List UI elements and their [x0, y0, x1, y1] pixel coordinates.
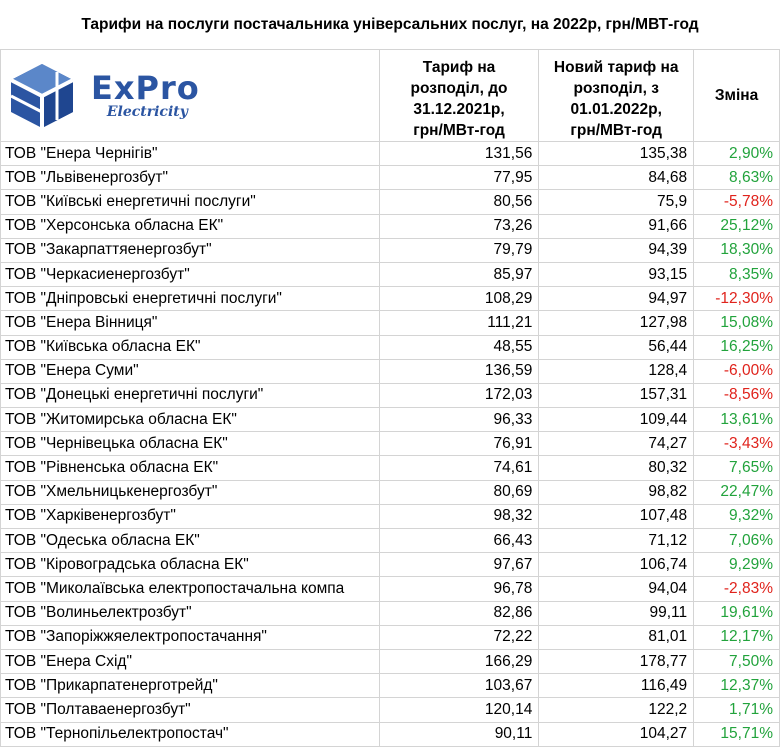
table-row [1, 166, 780, 190]
change-cell: -6,00% [694, 359, 780, 383]
company-name-cell: ТОВ "Полтаваенергозбут" [1, 698, 380, 722]
old-tariff-cell: 166,29 [379, 649, 539, 673]
old-tariff-cell: 172,03 [379, 383, 539, 407]
table-row [1, 480, 780, 504]
table-row [1, 722, 780, 746]
old-tariff-cell: 90,11 [379, 722, 539, 746]
company-name-cell: ТОВ "Тернопільелектропостач" [1, 722, 380, 746]
change-cell: 8,35% [694, 262, 780, 286]
new-tariff-cell: 80,32 [539, 456, 694, 480]
change-cell: -8,56% [694, 383, 780, 407]
change-cell: 19,61% [694, 601, 780, 625]
new-tariff-cell: 157,31 [539, 383, 694, 407]
brand-name: ExPro [91, 68, 200, 107]
new-tariff-cell: 99,11 [539, 601, 694, 625]
old-tariff-cell: 111,21 [379, 311, 539, 335]
change-cell: 22,47% [694, 480, 780, 504]
table-row [1, 408, 780, 432]
table-row [1, 359, 780, 383]
company-name-cell: ТОВ "Хмельницькенергозбут" [1, 480, 380, 504]
header-old-line1: Тариф на [422, 59, 496, 76]
table-row [1, 456, 780, 480]
old-tariff-cell: 97,67 [379, 553, 539, 577]
change-cell: 25,12% [694, 214, 780, 238]
old-tariff-cell: 85,97 [379, 262, 539, 286]
table-row [1, 625, 780, 649]
new-tariff-cell: 74,27 [539, 432, 694, 456]
change-cell: 9,29% [694, 553, 780, 577]
old-tariff-cell: 98,32 [379, 504, 539, 528]
change-cell: 12,37% [694, 674, 780, 698]
change-cell: 12,17% [694, 625, 780, 649]
new-tariff-cell: 127,98 [539, 311, 694, 335]
header-new-line1: Новий тариф на [553, 59, 679, 76]
company-logo [1, 50, 379, 141]
header-change-label: Зміна [714, 87, 759, 104]
table-row [1, 214, 780, 238]
change-cell: 7,06% [694, 529, 780, 553]
new-tariff-cell: 128,4 [539, 359, 694, 383]
change-cell: -2,83% [694, 577, 780, 601]
company-name-cell: ТОВ "Енера Чернігів" [1, 142, 380, 166]
header-new-tariff [539, 50, 694, 142]
old-tariff-cell: 66,43 [379, 529, 539, 553]
change-cell: 15,71% [694, 722, 780, 746]
brand [91, 68, 200, 120]
company-name-cell: ТОВ "Прикарпатенерготрейд" [1, 674, 380, 698]
old-tariff-cell: 79,79 [379, 238, 539, 262]
company-name-cell: ТОВ "Львівенергозбут" [1, 166, 380, 190]
header-old-tariff [379, 50, 539, 142]
company-name-cell: ТОВ "Кіровоградська обласна ЕК" [1, 553, 380, 577]
cube-logo-icon [7, 61, 77, 131]
page-title: Тарифи на послуги постачальника універсальних послуг, на 2022р, грн/МВТ-год [0, 0, 780, 50]
company-name-cell: ТОВ "Черкасиенергозбут" [1, 262, 380, 286]
table-row [1, 529, 780, 553]
change-cell: -12,30% [694, 287, 780, 311]
new-tariff-cell: 107,48 [539, 504, 694, 528]
table-row [1, 311, 780, 335]
header-change [694, 50, 780, 142]
header-new-line2: розподіл, з [573, 80, 659, 97]
new-tariff-cell: 91,66 [539, 214, 694, 238]
old-tariff-cell: 76,91 [379, 432, 539, 456]
new-tariff-cell: 122,2 [539, 698, 694, 722]
old-tariff-cell: 82,86 [379, 601, 539, 625]
table-row [1, 674, 780, 698]
old-tariff-cell: 103,67 [379, 674, 539, 698]
change-cell: 13,61% [694, 408, 780, 432]
new-tariff-cell: 93,15 [539, 262, 694, 286]
company-name-cell: ТОВ "Рівненська обласна ЕК" [1, 456, 380, 480]
header-old-line2: розподіл, до [410, 80, 508, 97]
table-row [1, 190, 780, 214]
company-name-cell: ТОВ "Чернівецька обласна ЕК" [1, 432, 380, 456]
header-new-line3: 01.01.2022р, [570, 101, 662, 118]
new-tariff-cell: 94,97 [539, 287, 694, 311]
table-row [1, 262, 780, 286]
logo-cell [1, 50, 380, 142]
old-tariff-cell: 108,29 [379, 287, 539, 311]
company-name-cell: ТОВ "Донецькі енергетичні послуги" [1, 383, 380, 407]
new-tariff-cell: 109,44 [539, 408, 694, 432]
change-cell: 18,30% [694, 238, 780, 262]
new-tariff-cell: 178,77 [539, 649, 694, 673]
new-tariff-cell: 71,12 [539, 529, 694, 553]
old-tariff-cell: 96,78 [379, 577, 539, 601]
new-tariff-cell: 106,74 [539, 553, 694, 577]
change-cell: 9,32% [694, 504, 780, 528]
header-new-line4: грн/МВт-год [570, 122, 663, 139]
table-row [1, 698, 780, 722]
table-row [1, 335, 780, 359]
new-tariff-cell: 104,27 [539, 722, 694, 746]
old-tariff-cell: 74,61 [379, 456, 539, 480]
new-tariff-cell: 94,04 [539, 577, 694, 601]
company-name-cell: ТОВ "Волиньелектрозбут" [1, 601, 380, 625]
table-row [1, 432, 780, 456]
company-name-cell: ТОВ "Запоріжжяелектропостачання" [1, 625, 380, 649]
change-cell: 7,65% [694, 456, 780, 480]
header-old-line3: 31.12.2021р, [413, 101, 505, 118]
new-tariff-cell: 116,49 [539, 674, 694, 698]
change-cell: 7,50% [694, 649, 780, 673]
table-body [1, 50, 780, 747]
old-tariff-cell: 96,33 [379, 408, 539, 432]
company-name-cell: ТОВ "Київська обласна ЕК" [1, 335, 380, 359]
header-row [1, 50, 780, 142]
company-name-cell: ТОВ "Енера Суми" [1, 359, 380, 383]
brand-subtitle: Electricity [106, 103, 188, 120]
old-tariff-cell: 72,22 [379, 625, 539, 649]
table-row [1, 577, 780, 601]
new-tariff-cell: 56,44 [539, 335, 694, 359]
company-name-cell: ТОВ "Енера Схід" [1, 649, 380, 673]
old-tariff-cell: 80,56 [379, 190, 539, 214]
new-tariff-cell: 94,39 [539, 238, 694, 262]
change-cell: 15,08% [694, 311, 780, 335]
old-tariff-cell: 136,59 [379, 359, 539, 383]
change-cell: 1,71% [694, 698, 780, 722]
old-tariff-cell: 80,69 [379, 480, 539, 504]
table-row [1, 287, 780, 311]
table-row [1, 383, 780, 407]
old-tariff-cell: 77,95 [379, 166, 539, 190]
company-name-cell: ТОВ "Херсонська обласна ЕК" [1, 214, 380, 238]
old-tariff-cell: 120,14 [379, 698, 539, 722]
change-cell: -3,43% [694, 432, 780, 456]
company-name-cell: ТОВ "Харківенергозбут" [1, 504, 380, 528]
new-tariff-cell: 75,9 [539, 190, 694, 214]
company-name-cell: ТОВ "Миколаївська електропостачальна компа [1, 577, 380, 601]
old-tariff-cell: 48,55 [379, 335, 539, 359]
new-tariff-cell: 135,38 [539, 142, 694, 166]
old-tariff-cell: 131,56 [379, 142, 539, 166]
company-name-cell: ТОВ "Київські енергетичні послуги" [1, 190, 380, 214]
change-cell: 2,90% [694, 142, 780, 166]
table-row [1, 142, 780, 166]
table-row [1, 601, 780, 625]
table-row [1, 553, 780, 577]
table-row [1, 238, 780, 262]
table-row [1, 649, 780, 673]
header-old-line4: грн/МВт-год [413, 122, 505, 139]
change-cell: 16,25% [694, 335, 780, 359]
new-tariff-cell: 98,82 [539, 480, 694, 504]
change-cell: 8,63% [694, 166, 780, 190]
tariff-table [0, 49, 780, 747]
company-name-cell: ТОВ "Дніпровські енергетичні послуги" [1, 287, 380, 311]
company-name-cell: ТОВ "Одеська обласна ЕК" [1, 529, 380, 553]
new-tariff-cell: 81,01 [539, 625, 694, 649]
old-tariff-cell: 73,26 [379, 214, 539, 238]
company-name-cell: ТОВ "Енера Вінниця" [1, 311, 380, 335]
company-name-cell: ТОВ "Закарпаттяенергозбут" [1, 238, 380, 262]
table-row [1, 504, 780, 528]
new-tariff-cell: 84,68 [539, 166, 694, 190]
company-name-cell: ТОВ "Житомирська обласна ЕК" [1, 408, 380, 432]
change-cell: -5,78% [694, 190, 780, 214]
